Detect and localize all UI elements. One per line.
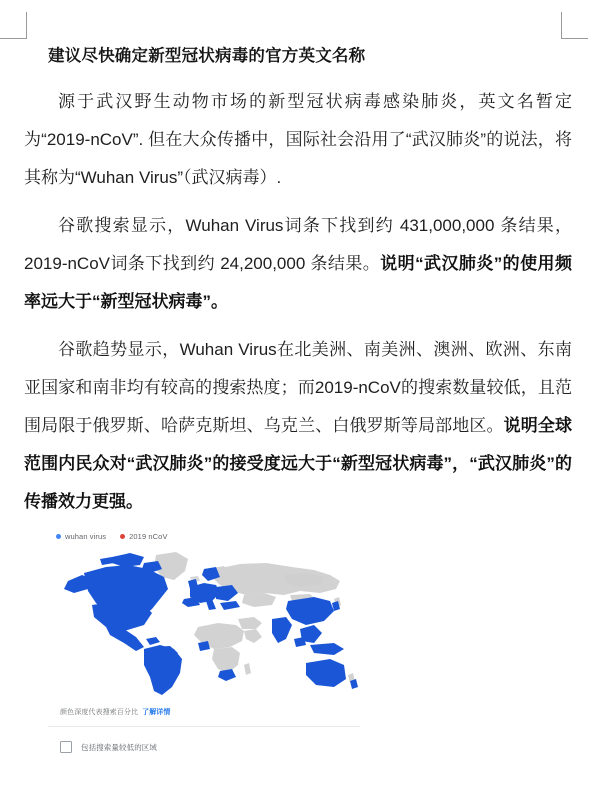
legend-label-2019-ncov: 2019 nCoV [129,532,168,541]
map-color-note [48,697,360,727]
include-low-volume-checkbox[interactable] [60,741,72,753]
trends-legend [48,528,360,547]
paragraph-2-text: 谷歌搜索显示，Wuhan Virus词条下找到约 431,000,000 条结果，2019-nCoV词条下找到约 24,200,000 条结果。 [24,215,572,273]
learn-more-link[interactable]: 了解详情 [142,709,171,716]
world-map-choropleth[interactable] [48,547,360,697]
map-color-note-text: 颜色深度代表搜索百分比 [60,709,139,716]
paragraph-1-text: 源于武汉野生动物市场的新型冠状病毒感染肺炎，英文名暂定为“2019-nCoV”. 但在大众传播中，国际社会沿用了“武汉肺炎”的说法，将其称为“Wuhan Virus”（武汉病毒）. [24,91,572,187]
include-low-volume-row[interactable] [48,727,360,765]
legend-label-wuhan-virus: wuhan virus [65,532,107,541]
paragraph-2-emphasis: 说明“武汉肺炎”的使用频率远大于“新型冠状病毒”。 [24,253,572,311]
legend-item-wuhan-virus[interactable] [56,532,106,541]
page-title: 建议尽快确定新型冠状病毒的官方英文名称 [48,47,366,65]
paragraph-3-emphasis: 说明全球范围内民众对“武汉肺炎”的接受度远大于“新型冠状病毒”，“武汉肺炎”的传播效力更强。 [24,415,573,511]
legend-dot-red-icon [120,534,125,539]
legend-dot-blue-icon [56,534,61,539]
paragraph-1 [0,69,600,197]
paragraph-3 [0,321,600,521]
google-trends-card [48,528,360,765]
paragraph-3-text: 谷歌趋势显示，Wuhan Virus在北美洲、南美洲、澳洲、欧洲、东南亚国家和南非均有较高的搜索热度；而2019-nCoV的搜索数量较低，且范围局限于俄罗斯、哈萨克斯坦、乌克兰、白俄罗斯等局部地区。 [24,339,572,435]
paragraph-2 [0,197,600,321]
world-map-svg [48,547,360,697]
legend-item-2019-ncov[interactable] [120,532,167,541]
include-low-volume-label: 包括搜索量较低的区域 [81,742,157,752]
